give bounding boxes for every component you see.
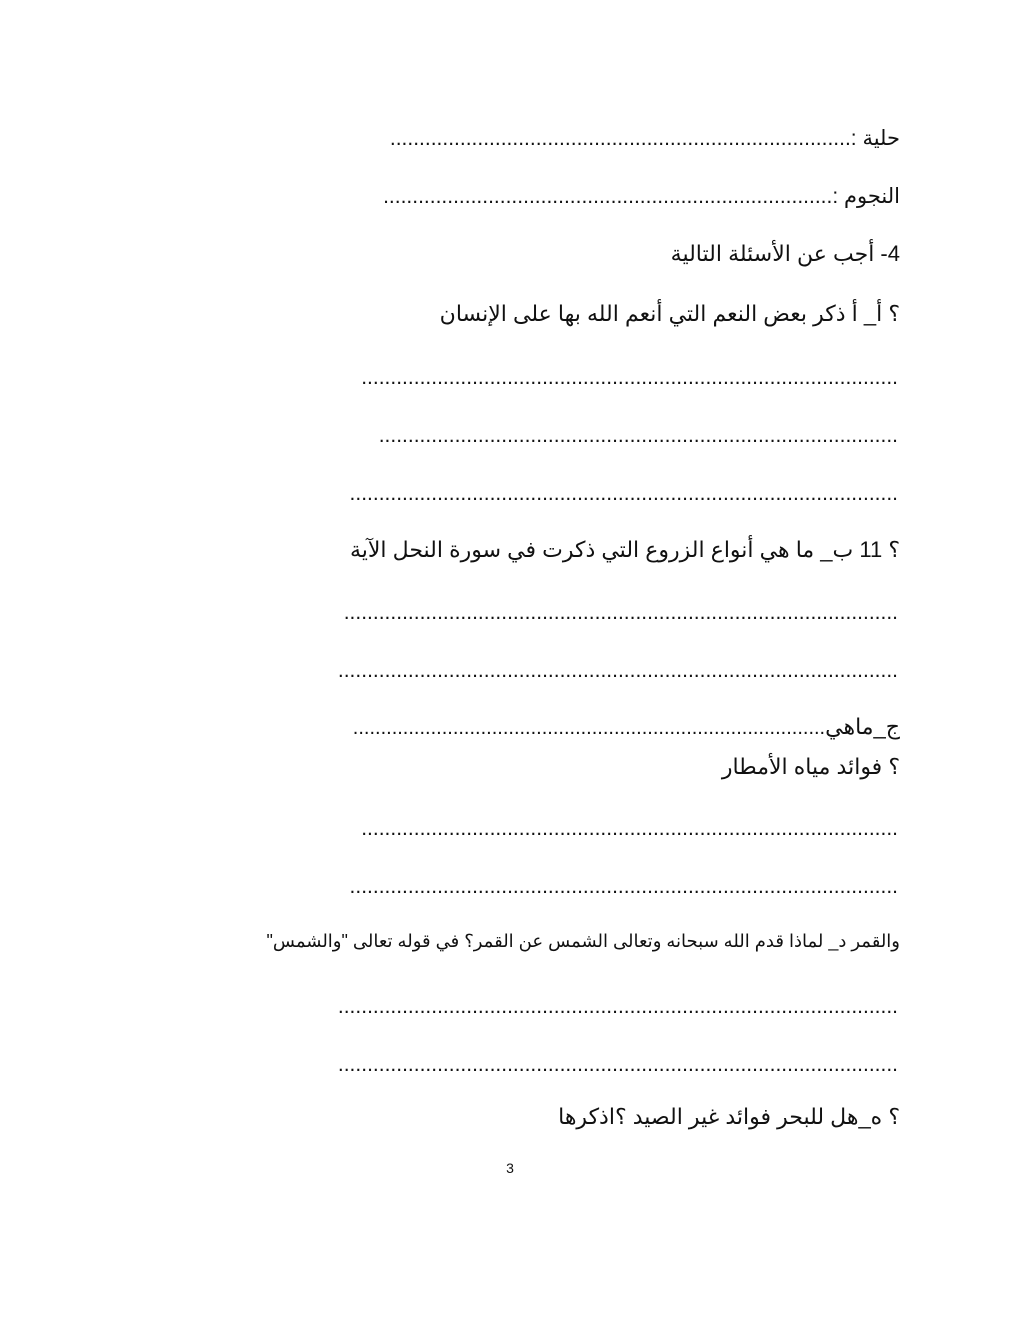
answer-line-a3[interactable]: .............................................................................................. (349, 482, 898, 505)
question-d: "والقمر د_ لماذا قدم الله سبحانه وتعالى الشمس عن القمر؟ في قوله تعالى "والشمس (266, 931, 900, 951)
question-b: ؟ 11 ب_ ما هي أنواع الزروع التي ذكرت في سورة النحل الآية (349, 537, 900, 562)
answer-line-a2[interactable]: ......................................................................................... (378, 424, 898, 447)
question-c-prefix: ج_ماهي (825, 714, 900, 739)
answer-blank[interactable]: ............................................................................... (389, 127, 851, 150)
section-heading: 4- أجب عن الأسئلة التالية (670, 241, 900, 266)
answer-line-d2[interactable]: ................................................................................................ (337, 1053, 898, 1076)
answer-line-a1[interactable]: ............................................................................................ (361, 366, 898, 389)
answer-line-d1[interactable]: ................................................................................................ (337, 995, 898, 1018)
answer-line-b1[interactable]: ............................................................................................... (343, 601, 898, 624)
answer-blank[interactable]: ..................................................................................... (352, 717, 826, 739)
question-a: ؟ أ_ أ ذكر بعض النعم التي أنعم الله بها على الإنسان (439, 301, 900, 326)
page-number: 3 (506, 1160, 514, 1176)
vocab-term: النجوم : (832, 185, 900, 208)
answer-line-c2[interactable]: .............................................................................................. (349, 875, 898, 898)
vocab-term: حلية : (850, 127, 900, 150)
vocab-item-hilya (390, 128, 900, 149)
question-c-line1 (353, 716, 900, 738)
question-c-line2: ؟ فوائد مياه الأمطار (721, 754, 900, 779)
answer-line-c1[interactable]: ............................................................................................ (361, 817, 898, 840)
vocab-item-stars (383, 186, 900, 207)
question-e: ؟ ه_هل للبحر فوائد غير الصيد ؟اذكرها (558, 1104, 900, 1129)
answer-line-b2[interactable]: ................................................................................................ (337, 659, 898, 682)
answer-blank[interactable]: ............................................................................. (383, 185, 833, 208)
